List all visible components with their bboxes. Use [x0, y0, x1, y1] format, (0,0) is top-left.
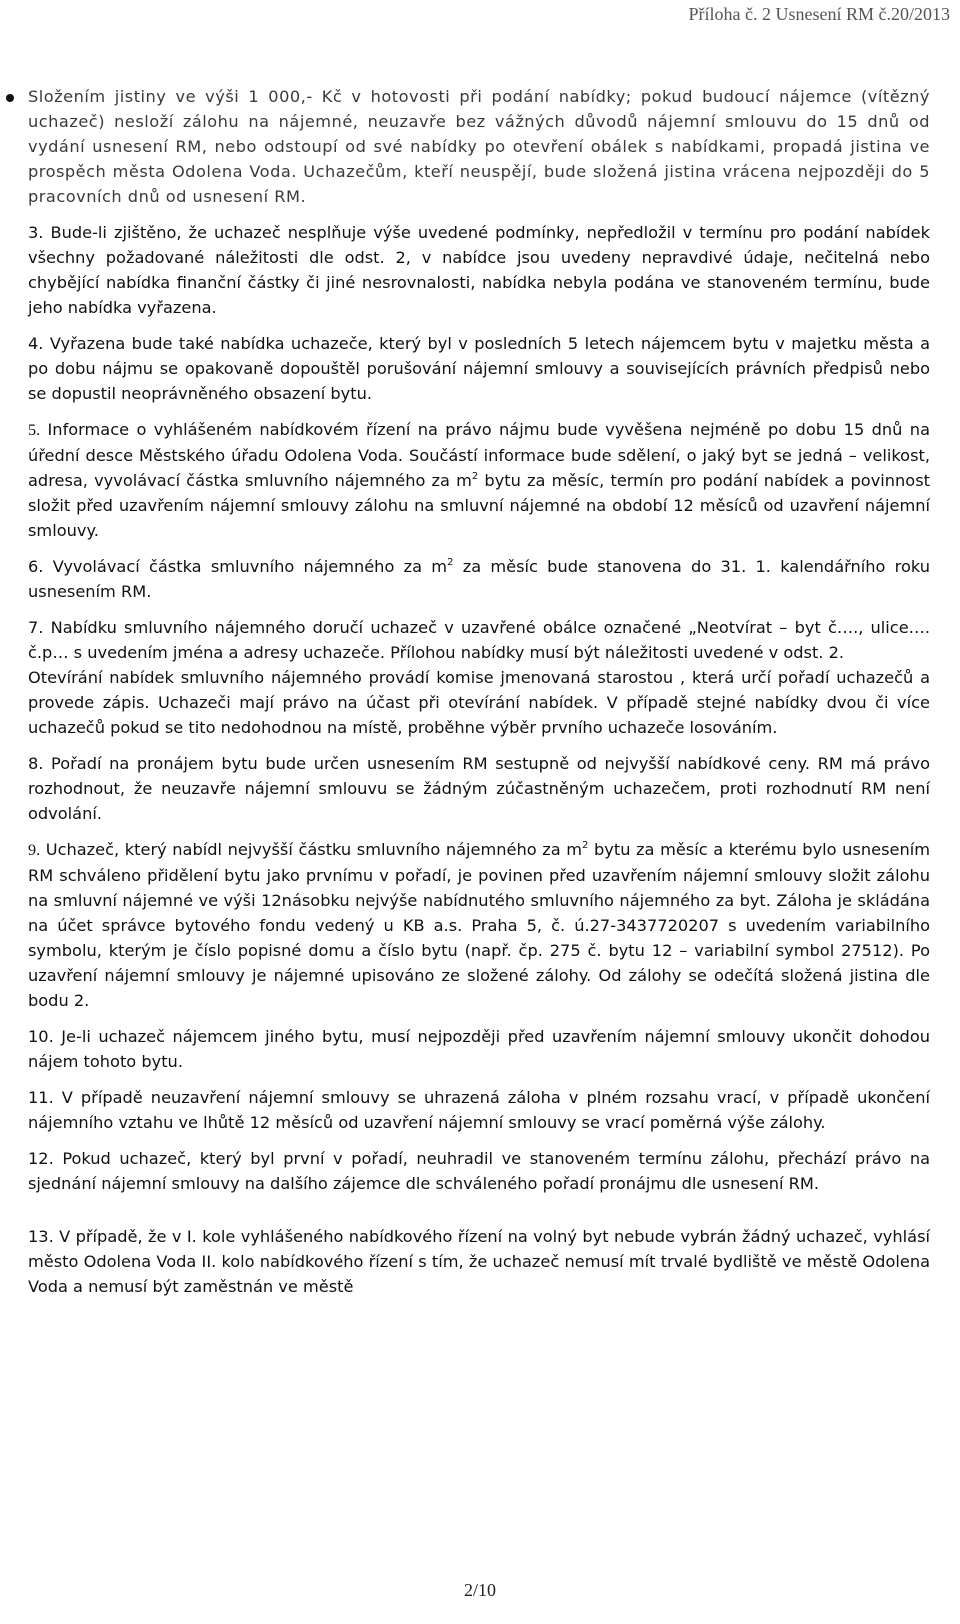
paragraph-6-text-a: 6. Vyvolávací částka smluvního nájemného za m — [28, 557, 448, 576]
paragraph-11: 11. V případě neuzavření nájemní smlouvy se uhrazená záloha v plném rozsahu vrací, v případě ukončení nájemního vztahu ve lhůtě 12 měsíců od uzavření nájemní smlouvy se vrací poměrná výše zálohy. — [28, 1088, 930, 1132]
page-number: 2/10 — [463, 1580, 496, 1600]
document-body — [28, 84, 930, 1310]
paragraph-9-text-a: Uchazeč, který nabídl nejvyšší částku smluvního nájemného za m — [45, 840, 583, 859]
paragraph-6 — [28, 554, 930, 604]
paragraph-13: 13. V případě, že v I. kole vyhlášeného nabídkového řízení na volný byt nebude vybrán žádný uchazeč, vyhlásí město Odolena Voda II. kolo nabídkového řízení s tím, že uchazeč nemusí mít trvalé bydliště ve městě Odolena Voda a nemusí být zaměstnán ve městě — [28, 1227, 930, 1296]
paragraph-5-number: 5. — [28, 421, 41, 439]
superscript: 2 — [447, 557, 454, 568]
superscript: 2 — [582, 840, 589, 851]
paragraph-4: 4. Vyřazena bude také nabídka uchazeče, který byl v posledních 5 letech nájemcem bytu v majetku města a po dobu nájmu se opakovaně dopouštěl porušování nájemní smlouvy a souvisejících právních předpisů nebo se dopustil neoprávněného obsazení bytu. — [28, 334, 930, 403]
paragraph-8: 8. Pořadí na pronájem bytu bude určen usnesením RM sestupně od nejvyšší nabídkové ceny. RM má právo rozhodnout, že neuzavře nájemní smlouvu se žádným zúčastněným uchazečem, proti rozhodnutí RM není odvolání. — [28, 754, 930, 823]
paragraph-12: 12. Pokud uchazeč, který byl první v pořadí, neuhradil ve stanoveném termínu zálohu, přechází právo na sjednání nájemní smlouvy na dalšího zájemce dle schváleného pořadí pronájmu dle usnesení RM. — [28, 1149, 930, 1193]
paragraph-7: 7. Nabídku smluvního nájemného doručí uchazeč v uzavřené obálce označené „Neotvírat – byt č…., ulice…. č.p… s uvedením jména a adresy uchazeče. Přílohou nabídky musí být náležitosti uvedené v odst. 2. — [28, 618, 930, 662]
bullet-icon — [6, 94, 14, 102]
superscript: 2 — [471, 471, 479, 482]
paragraph-9-number: 9. — [28, 841, 41, 859]
paragraph-6-text-b: za měsíc bude stanovena do 31. 1. kalendářního roku usnesením RM. — [28, 557, 931, 601]
paragraph-5-text-a: Informace o vyhlášeném nabídkovém řízení na právo nájmu bude vyvěšena nejméně po dobu 15 dnů na úřední desce Městského úřadu Odolena Voda. Součástí informace bude sdělení, o jaký byt se jedná – velikost, adresa, vyvolávací částka smluvního nájemného za m — [28, 420, 930, 490]
paragraph-10: 10. Je-li uchazeč nájemcem jiného bytu, musí nejpozději před uzavřením nájemní smlouvy ukončit dohodou nájem tohoto bytu. — [28, 1027, 930, 1071]
paragraph-9 — [28, 837, 930, 1013]
bullet-text: Složením jistiny ve výši 1 000,- Kč v hotovosti při podání nabídky; pokud budoucí nájemce (vítězný uchazeč) nesloží zálohu na nájemné, neuzavře bez vážných důvodů nájemní smlouvu do 15 dnů od vydání usnesení RM, nebo odstoupí od své nabídky po otevření obálek s nabídkami, propadá jistina ve prospěch města Odolena Voda. Uchazečům, kteří neuspějí, bude složená jistina vrácena nejpozději do 5 pracovních dnů od usnesení RM. — [28, 87, 930, 206]
paragraph-7-continuation: Otevírání nabídek smluvního nájemného provádí komise jmenovaná starostou , která určí pořadí uchazečů a provede zápis. Uchazeči mají právo na účast při otevírání nabídek. V případě stejné nabídky dvou či více uchazečů pokud se tito nedohodnou na místě, proběhne výběr prvního uchazeče losováním. — [28, 668, 930, 737]
paragraph-9-text-b: bytu za měsíc a kterému bylo usnesením RM schváleno přidělení bytu jako prvnímu v pořadí, je povinen před uzavřením nájemní smlouvy složit zálohu na smluvní nájemné ve výši 12násobku nejvýše nabídnutého smluvního nájemného za byt. Záloha je skládána na účet správce bytového fondu vedený u KB a.s. Praha 5, č. ú.27-3437720207 s uvedením variabilního symbolu, kterým je číslo popisné domu a číslo bytu (např. čp. 275 č. bytu 12 – variabilní symbol 27512). Po uzavření nájemní smlouvy je nájemné upisováno ze složené zálohy. Od zálohy se odečítá složená jistina dle bodu 2. — [28, 840, 930, 1010]
paragraph-5 — [28, 417, 930, 543]
paragraph-5-text-b: bytu za měsíc, termín pro podání nabídek a povinnost složit před uzavřením nájemní smlouvy zálohu na smluvní nájemné na období 12 měsíců od uzavření nájemní smlouvy. — [28, 471, 930, 540]
page-header: Příloha č. 2 Usnesení RM č.20/2013 — [688, 4, 950, 24]
paragraph-3: 3. Bude-li zjištěno, že uchazeč nesplňuje výše uvedené podmínky, nepředložil v termínu pro podání nabídek všechny požadované náležitosti dle odst. 2, v nabídce jsou uvedeny nepravdivé údaje, nečitelná nebo chybějící nabídka finanční částky či jiné nesrovnalosti, nabídka nebyla podána ve stanoveném termínu, bude jeho nabídka vyřazena. — [28, 223, 930, 317]
bullet-paragraph — [28, 84, 930, 209]
